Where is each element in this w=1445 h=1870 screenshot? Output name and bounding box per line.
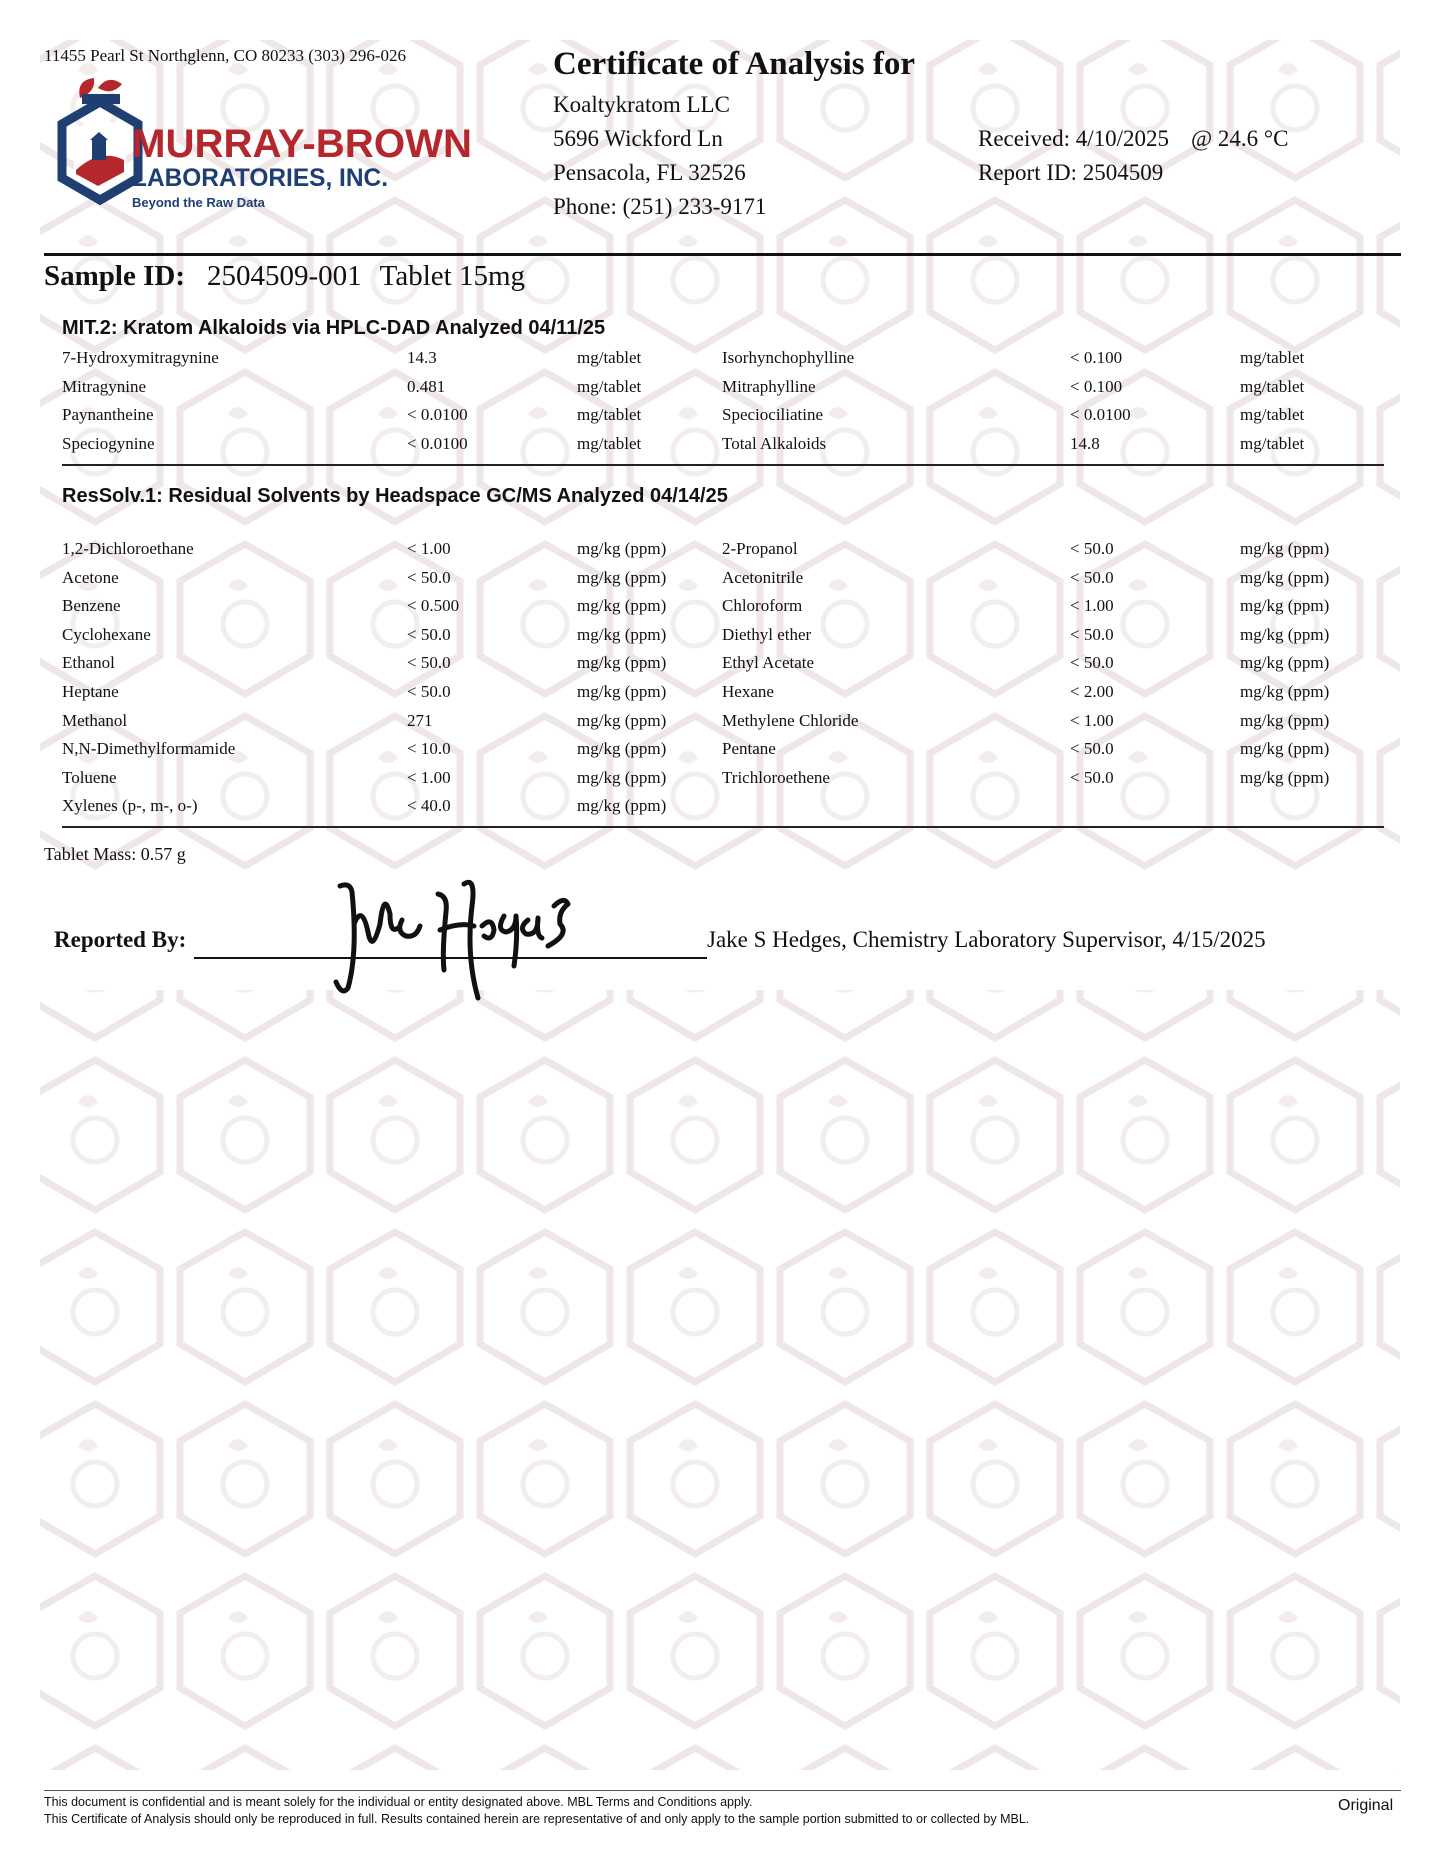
analyte-name: Trichloroethene — [722, 767, 830, 787]
table-row — [62, 764, 1384, 793]
analyte-name: Acetonitrile — [722, 567, 804, 587]
handwritten-signature — [318, 870, 588, 1005]
analyte-name: Ethanol — [62, 653, 115, 673]
result-value: < 0.100 — [1070, 348, 1123, 367]
section-divider — [62, 826, 1384, 828]
result-unit: mg/kg (ppm) — [1240, 653, 1330, 673]
result-value: < 10.0 — [407, 739, 451, 759]
analyte-name: 2-Propanol — [722, 539, 798, 558]
report-id: Report ID: 2504509 — [978, 160, 1164, 185]
document-status: Original — [1338, 1797, 1394, 1814]
result-value: < 50.0 — [407, 653, 451, 673]
alkaloids-table — [62, 344, 1384, 458]
result-unit: mg/kg (ppm) — [1240, 624, 1330, 644]
sample-name: Tablet 15mg — [379, 260, 526, 292]
analyte-name: Paynantheine — [62, 405, 154, 425]
analyte-name: Cyclohexane — [62, 624, 151, 644]
footer-line-1: This document is confidential and is meant solely for the individual or entity designated above. MBL Terms and Conditions apply. — [44, 1795, 753, 1809]
analyte-name: 7-Hydroxymitragynine — [62, 348, 219, 367]
result-unit: mg/tablet — [577, 376, 642, 396]
result-unit: mg/tablet — [577, 405, 642, 425]
result-unit — [1240, 792, 1384, 821]
result-unit: mg/kg (ppm) — [1240, 767, 1330, 787]
analyte-name: Speciociliatine — [722, 405, 824, 425]
alkaloids-table-body — [62, 344, 1384, 458]
received-date: Received: 4/10/2025 — [978, 126, 1169, 151]
result-value: < 40.0 — [407, 796, 451, 816]
result-value: < 50.0 — [1070, 739, 1114, 759]
result-value: < 50.0 — [1070, 539, 1114, 558]
table-row — [62, 649, 1384, 678]
solvents-table-body — [62, 535, 1384, 821]
analyte-name: Toluene — [62, 767, 117, 787]
analyte-name: Methanol — [62, 710, 128, 730]
footer-disclaimer — [44, 1794, 1029, 1828]
result-unit: mg/kg (ppm) — [577, 596, 667, 616]
table-row — [62, 792, 1384, 821]
reporter-name: Jake S Hedges, Chemistry Laboratory Supervisor, 4/15/2025 — [707, 927, 1266, 952]
result-value: 0.481 — [407, 376, 446, 396]
result-value: < 50.0 — [407, 567, 451, 587]
client-block — [553, 88, 766, 224]
result-value: < 2.00 — [1070, 681, 1114, 701]
result-value: 14.3 — [407, 348, 437, 367]
reported-by-label: Reported By: — [54, 927, 187, 952]
footer-line-2: This Certificate of Analysis should only be reproduced in full. Results contained herein are representative of and only apply to the sample portion submitted to or collected by MBL. — [44, 1812, 1030, 1826]
analyte-name: Speciogynine — [62, 433, 155, 453]
table-row — [62, 401, 1384, 430]
analyte-name — [722, 792, 1070, 821]
svg-text:MURRAY-BROWN: MURRAY-BROWN — [132, 122, 472, 166]
result-value: < 0.0100 — [407, 405, 468, 425]
result-value: < 1.00 — [407, 767, 451, 787]
analyte-name: Xylenes (p-, m-, o-) — [62, 796, 198, 816]
table-row — [62, 564, 1384, 593]
result-value: < 1.00 — [1070, 596, 1114, 616]
result-value: < 0.500 — [407, 596, 460, 616]
result-unit: mg/tablet — [577, 433, 642, 453]
result-value: < 50.0 — [1070, 567, 1114, 587]
result-unit: mg/tablet — [1240, 433, 1305, 453]
result-value: < 1.00 — [407, 539, 451, 558]
result-unit: mg/kg (ppm) — [1240, 596, 1330, 616]
result-unit: mg/kg (ppm) — [577, 739, 667, 759]
analyte-name: 1,2-Dichloroethane — [62, 539, 194, 558]
svg-text:Beyond the Raw Data: Beyond the Raw Data — [132, 195, 265, 210]
result-unit: mg/kg (ppm) — [577, 767, 667, 787]
result-unit: mg/kg (ppm) — [1240, 710, 1330, 730]
svg-text:LABORATORIES, INC.: LABORATORIES, INC. — [132, 164, 388, 192]
analyte-name: Pentane — [722, 739, 776, 759]
section-title-solvents: ResSolv.1: Residual Solvents by Headspace GC/MS Analyzed 04/14/25 — [62, 485, 728, 507]
result-unit: mg/tablet — [1240, 376, 1305, 396]
client-street: 5696 Wickford Ln — [553, 126, 723, 151]
result-unit: mg/kg (ppm) — [577, 567, 667, 587]
analyte-name: N,N-Dimethylformamide — [62, 739, 236, 759]
result-unit: mg/kg (ppm) — [577, 710, 667, 730]
client-name: Koaltykratom LLC — [553, 92, 730, 117]
table-row — [62, 621, 1384, 650]
analyte-name: Hexane — [722, 681, 774, 701]
table-row — [62, 592, 1384, 621]
received-line — [978, 122, 1288, 156]
result-unit: mg/kg (ppm) — [1240, 739, 1330, 759]
receipt-block — [978, 122, 1288, 190]
result-value: < 50.0 — [1070, 767, 1114, 787]
analyte-name: Mitragynine — [62, 376, 147, 396]
analyte-name: Benzene — [62, 596, 121, 616]
result-unit: mg/tablet — [1240, 405, 1305, 425]
result-unit: mg/kg (ppm) — [1240, 539, 1330, 558]
table-row — [62, 707, 1384, 736]
analyte-name: Methylene Chloride — [722, 710, 859, 730]
analyte-name: Diethyl ether — [722, 624, 812, 644]
result-value: < 0.0100 — [1070, 405, 1131, 425]
analyte-name: Total Alkaloids — [722, 433, 827, 453]
table-row — [62, 735, 1384, 764]
result-value: < 50.0 — [1070, 624, 1114, 644]
sample-id-row — [44, 260, 525, 293]
analyte-name: Chloroform — [722, 596, 803, 616]
result-value: < 50.0 — [407, 624, 451, 644]
analyte-name: Isorhynchophylline — [722, 348, 855, 367]
result-value: < 50.0 — [1070, 653, 1114, 673]
result-unit: mg/tablet — [577, 348, 642, 367]
result-value: 271 — [407, 710, 433, 730]
murray-brown-logo — [42, 74, 482, 214]
sample-id-label: Sample ID: — [44, 260, 185, 292]
footer-divider — [44, 1790, 1401, 1791]
result-unit: mg/tablet — [1240, 348, 1305, 367]
table-row — [62, 430, 1384, 459]
result-unit: mg/kg (ppm) — [1240, 681, 1330, 701]
result-unit: mg/kg (ppm) — [577, 539, 667, 558]
table-row — [62, 373, 1384, 402]
section-title-alkaloids: MIT.2: Kratom Alkaloids via HPLC-DAD Analyzed 04/11/25 — [62, 317, 606, 339]
analyte-name: Ethyl Acetate — [722, 653, 815, 673]
table-row — [62, 678, 1384, 707]
received-temperature: @ 24.6 °C — [1191, 126, 1289, 151]
result-unit: mg/kg (ppm) — [577, 681, 667, 701]
solvents-table — [62, 535, 1384, 821]
client-phone: Phone: (251) 233-9171 — [553, 194, 767, 219]
result-unit: mg/kg (ppm) — [577, 796, 667, 816]
result-value: 14.8 — [1070, 433, 1100, 453]
analyte-name: Acetone — [62, 567, 119, 587]
tablet-mass: Tablet Mass: 0.57 g — [44, 844, 186, 864]
section-divider — [62, 464, 1384, 466]
analyte-name: Mitraphylline — [722, 376, 816, 396]
result-value: < 0.100 — [1070, 376, 1123, 396]
result-unit: mg/kg (ppm) — [577, 653, 667, 673]
certificate-title: Certificate of Analysis for — [553, 46, 915, 82]
result-unit: mg/kg (ppm) — [1240, 567, 1330, 587]
result-value: < 50.0 — [407, 681, 451, 701]
lab-address: 11455 Pearl St Northglenn, CO 80233 (303) 296-026 — [44, 46, 407, 65]
result-value: < 0.0100 — [407, 433, 468, 453]
analyte-name: Heptane — [62, 681, 119, 701]
result-value: < 1.00 — [1070, 710, 1114, 730]
client-city: Pensacola, FL 32526 — [553, 160, 746, 185]
table-row — [62, 535, 1384, 564]
header-divider — [44, 253, 1401, 256]
sample-id-value: 2504509-001 — [206, 260, 362, 292]
result-value — [1070, 792, 1240, 821]
result-unit: mg/kg (ppm) — [577, 624, 667, 644]
table-row — [62, 344, 1384, 373]
